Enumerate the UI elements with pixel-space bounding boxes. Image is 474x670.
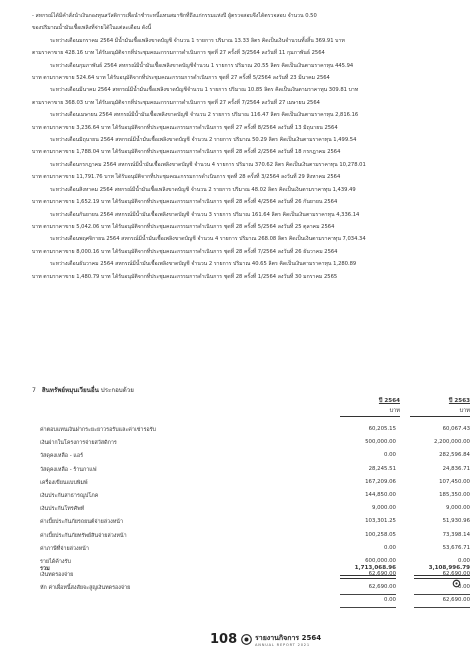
total-value-2564: 1,713,068.96 xyxy=(354,565,396,571)
note-line: ตามราคาขาย 368.03 บาท ได้รับอนุมัติจากที่ประชุมคณะกรรมการดำเนินการ ชุดที่ 27 ครั้งที่ 7/2564 ลงวันที่ 27 เมษายน 2564 xyxy=(32,99,320,106)
note-line: บาท ตามราคาขาย 1,480.79 บาท ได้รับอนุมัติจากที่ประชุมคณะกรรมการดำเนินการ ชุดที่ 28 ครั้งที่ 1/2564 ลงวันที่ 30 มกราคม 2565 xyxy=(32,273,338,280)
row-value-2564: 144,850.00 xyxy=(365,491,396,498)
row-value-2564: 0.00 xyxy=(383,452,396,459)
row-value-2563: 62,690.00 xyxy=(442,597,470,604)
table-row xyxy=(0,582,474,595)
notes-paragraph xyxy=(32,10,452,283)
column-header-2563 xyxy=(410,397,470,417)
row-value-2563: 282,596.84 xyxy=(439,452,470,459)
row-label: ค่าตอบแทนเงินฝากระยะยาวรอรับและค่าเช่ารอรับ xyxy=(40,427,156,433)
row-label: ค่าเบี้ยประกันภัยรถยนต์จ่ายล่วงหน้า xyxy=(40,519,124,526)
section-number: 7 xyxy=(32,387,36,394)
row-label: หัก ค่าเผื่อหนี้สงสัยจะสูญเงินทดรองจ่าย xyxy=(40,585,131,592)
row-value-2563: 0.00 xyxy=(457,557,470,564)
row-value-2564: 0.00 xyxy=(383,544,396,551)
row-label: ค่าเบี้ยประกันภัยทรัพย์สินจ่ายล่วงหน้า xyxy=(40,532,127,539)
row-value-2564: 62,690.00 xyxy=(368,584,396,591)
section-title: สินทรัพย์หมุนเวียนอื่น xyxy=(41,387,99,394)
table-row xyxy=(0,516,474,529)
row-value-2563: 9,000.00 xyxy=(445,505,470,512)
table-row xyxy=(0,490,474,503)
column-unit: บาท xyxy=(410,407,470,417)
table-row xyxy=(0,477,474,490)
column-unit: บาท xyxy=(340,407,400,417)
row-value-2563: 60,067.43 xyxy=(442,426,470,432)
coop-logo-icon xyxy=(241,634,252,645)
row-value-2563: 107,450.00 xyxy=(439,478,470,485)
page-number: 108 xyxy=(210,632,238,647)
table-row-subtotal xyxy=(0,595,474,608)
row-value-2564: 9,000.00 xyxy=(371,505,396,512)
note-line: ระหว่างเดือนธันวาคม 2564 สหกรณ์มีน้ำมันเชื้อเพลิงขาดบัญชี จำนวน 2 รายการ ปริมาณ 40.65 ลิตร คิดเป็นเงินตามราคาทุน 1,280.89 xyxy=(50,261,357,268)
table-row xyxy=(0,437,474,450)
note-line: บาท ตามราคาขาย 524.64 บาท ได้รับอนุมัติจากที่ประชุมคณะกรรมการดำเนินการ ชุดที่ 27 ครั้งที่ 5/2564 ลงวันที่ 23 มีนาคม 2564 xyxy=(32,75,330,82)
note-line: ระหว่างเดือนมกราคม 2564 มีน้ำมันเชื้อเพลิงขาดบัญชี จำนวน 1 รายการ ปริมาณ 13.33 ลิตร คิดเป็นเงินจำนวนทั้งสิ้น 369.91 บาท xyxy=(50,37,345,44)
row-value-2564: 62,690.00 xyxy=(368,571,396,578)
note-line: บาท ตามราคาขาย 11,791.76 บาท ได้รับอนุมัติจากที่ประชุมคณะกรรมการดำเนินการ ชุดที่ 28 ครั้งที่ 3/2564 ลงวันที่ 29 สิงหาคม 2564 xyxy=(32,174,341,181)
note-line: บาท ตามราคาขาย 8,000.16 บาท ได้รับอนุมัติจากที่ประชุมคณะกรรมการดำเนินการ ชุดที่ 28 ครั้งที่ 7/2564 ลงวันที่ 26 ธันวาคม 2564 xyxy=(32,248,338,255)
row-label: รายได้ค้างรับ xyxy=(40,558,71,565)
note-line: ระหว่างเดือนมิถุนายน 2564 สหกรณ์มีน้ำมันเชื้อเพลิงขาดบัญชี จำนวน 2 รายการ ปริมาณ 50.29 ลิตร คิดเป็นเงินตามราคาทุน 1,499.54 xyxy=(50,137,357,144)
column-year: ปี 2563 xyxy=(448,398,470,404)
row-label: วัสดุคงเหลือ - ร้านกาแฟ xyxy=(40,466,97,473)
row-label: เงินทดรองจ่าย xyxy=(40,572,74,579)
row-value-2563: 185,350.00 xyxy=(439,491,470,498)
row-value-2563: 53,676.71 xyxy=(442,544,470,551)
note-line: ระหว่างเดือนพฤศจิกายน 2564 สหกรณ์มีน้ำมันเชื้อเพลิงขาดบัญชี จำนวน 4 รายการ ปริมาณ 268.08 ลิตร คิดเป็นเงินตามราคาทุน 7,034.34 xyxy=(50,236,366,243)
section-subtitle: ประกอบด้วย xyxy=(100,387,134,394)
row-label: เครื่องเขียนแบบพิมพ์ xyxy=(40,479,88,486)
note-line: บาท ตามราคาขาย 3,236.64 บาท ได้รับอนุมัติจากที่ประชุมคณะกรรมการดำเนินการ ชุดที่ 27 ครั้งที่ 8/2564 ลงวันที่ 13 มิถุนายน 2564 xyxy=(32,124,338,131)
row-value-2563: 73,398.14 xyxy=(442,531,470,538)
note-line: ระหว่างเดือนเมษายน 2564 สหกรณ์มีน้ำมันเชื้อเพลิงขาดบัญชี จำนวน 2 รายการ ปริมาณ 116.47 ลิตร คิดเป็นเงินตามราคาทุน 2,816.16 xyxy=(50,112,359,119)
table-row xyxy=(0,464,474,477)
row-label: เงินประกันโทรศัพท์ xyxy=(40,506,85,513)
row-value-2564: 600,000.00 xyxy=(365,557,396,564)
assets-table xyxy=(0,424,474,609)
row-value-2563: 2,200,000.00 xyxy=(433,439,470,446)
note-line: ระหว่างเดือนกุมภาพันธ์ 2564 สหกรณ์มีน้ำมันเชื้อเพลิงขาดบัญชีจำนวน 1 รายการ ปริมาณ 20.55 ลิตร คิดเป็นเงินตามราคาทุน 445.94 xyxy=(50,62,354,69)
row-value-2564: 100,258.05 xyxy=(365,531,396,538)
note-line: ระหว่างเดือนกรกฎาคม 2564 สหกรณ์มีน้ำมันเชื้อเพลิงขาดบัญชี จำนวน 4 รายการ ปริมาณ 370.62 ลิตร คิดเป็นเงินตามราคาทุน 10,278.01 xyxy=(50,161,366,168)
double-underline xyxy=(340,575,396,579)
note-line: บาท ตามราคาขาย 1,652.19 บาท ได้รับอนุมัติจากที่ประชุมคณะกรรมการดำเนินการ ชุดที่ 28 ครั้งที่ 4/2564 ลงวันที่ 26 กันยายน 2564 xyxy=(32,199,338,206)
row-value-2564: 0.00 xyxy=(383,597,396,604)
total-label: รวม xyxy=(40,566,50,572)
note-line: ตามราคาขาย 428.16 บาท ได้รับอนุมัติจากที่ประชุมคณะกรรมการดำเนินการ ชุดที่ 27 ครั้งที่ 3/2564 ลงวันที่ 11 กุมภาพันธ์ 2564 xyxy=(32,50,325,57)
note-line: ของปริมาณน้ำมันเชื้อเพลิงที่จ่ายได้ในแต่ละเดือน ดังนี้ xyxy=(32,25,152,32)
total-value-2563: 3,108,996.79 xyxy=(428,565,470,571)
row-value-2563: 51,930.96 xyxy=(442,518,470,525)
row-value-2564: 103,301.25 xyxy=(365,518,396,525)
row-value-2563: 24,836.71 xyxy=(442,465,470,472)
table-row xyxy=(0,450,474,463)
underline xyxy=(340,607,396,608)
report-subtitle: ANNUAL REPORT 2021 xyxy=(255,643,310,647)
note-line: บาท ตามราคาขาย 5,042.06 บาท ได้รับอนุมัติจากที่ประชุมคณะกรรมการดำเนินการ ชุดที่ 28 ครั้งที่ 5/2564 ลงวันที่ 25 ตุลาคม 2564 xyxy=(32,223,335,230)
note-line: ระหว่างเดือนสิงหาคม 2564 สหกรณ์มีน้ำมันเชื้อเพลิงขาดบัญชี จำนวน 2 รายการ ปริมาณ 48.02 ลิตร คิดเป็นเงินตามราคาทุน 1,439.49 xyxy=(50,186,356,193)
note-line: - สหกรณ์ได้มีคำสั่งนำเงินกองทุนสวัสดิการเพื่อนำชำระหนี้แทนสมาชิกที่ถึงแก่กรรมแห่งปี ผู้ตรวจสอบจึงได้ตรวจสอบ จำนวน 0.50 xyxy=(32,13,317,19)
column-year: ปี 2564 xyxy=(378,398,400,404)
note-line: บาท ตามราคาขาย 1,788.04 บาท ได้รับอนุมัติจากที่ประชุมคณะกรรมการดำเนินการ ชุดที่ 28 ครั้งที่ 2/2564 ลงวันที่ 18 กรกฎาคม 2564 xyxy=(32,149,341,156)
row-value-2563: 0.00 xyxy=(457,584,470,591)
double-underline xyxy=(414,575,470,579)
note-line: ระหว่างเดือนกันยายน 2564 สหกรณ์มีน้ำมันเชื้อเพลิงขาดบัญชี จำนวน 3 รายการ ปริมาณ 161.64 ลิตร คิดเป็นเงินตามราคาทุน 4,336.14 xyxy=(50,211,360,218)
row-label: เงินประกันสาธารณูปโภค xyxy=(40,492,99,499)
row-value-2564: 28,245.51 xyxy=(368,465,396,472)
row-label: ค่าภาษีที่จ่ายล่วงหน้า xyxy=(40,545,89,552)
underline xyxy=(414,607,470,608)
table-row xyxy=(0,424,474,437)
table-row xyxy=(0,530,474,543)
row-value-2563: 62,690.00 xyxy=(442,571,470,578)
row-value-2564: 500,000.00 xyxy=(365,439,396,446)
row-label: วัสดุคงเหลือ - แอร์ xyxy=(40,453,83,460)
note-line: ระหว่างเดือนมีนาคม 2564 สหกรณ์มีน้ำมันเชื้อเพลิงขาดบัญชีจำนวน 1 รายการ ปริมาณ 10.85 ลิตร คิดเป็นเงินตามราคาทุน 309.81 บาท xyxy=(50,87,359,94)
row-value-2564: 167,209.06 xyxy=(365,478,396,485)
table-row xyxy=(0,503,474,516)
ring-icon xyxy=(452,579,461,588)
row-label: เงินฝากในโครงการจ่ายสวัสดิการ xyxy=(40,440,117,447)
table-row xyxy=(0,543,474,556)
section-heading xyxy=(32,385,134,395)
column-header-2564 xyxy=(340,397,400,417)
row-value-2564: 60,205.15 xyxy=(368,426,396,432)
report-title: รายงานกิจการ 2564 xyxy=(255,634,322,642)
